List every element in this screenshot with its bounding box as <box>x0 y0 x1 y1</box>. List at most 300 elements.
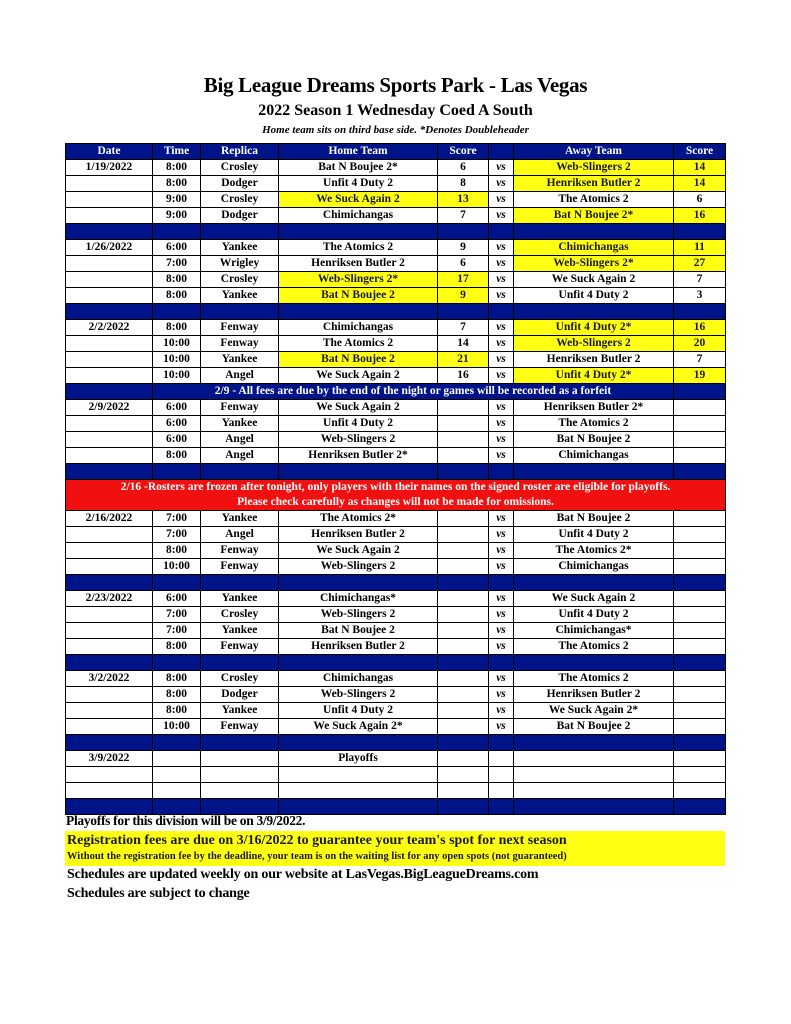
game-replica-field: Fenway <box>201 719 279 735</box>
away-score <box>674 687 726 703</box>
separator-cell <box>153 735 201 751</box>
game-row <box>66 336 726 352</box>
game-date <box>66 288 153 304</box>
separator-cell <box>201 575 279 591</box>
away-team: Henriksen Butler 2* <box>514 400 674 416</box>
game-date: 2/2/2022 <box>66 320 153 336</box>
home-team: The Atomics 2* <box>279 511 438 527</box>
home-team: Henriksen Butler 2 <box>279 527 438 543</box>
home-team: Web-Slingers 2 <box>279 607 438 623</box>
separator-cell <box>438 655 489 671</box>
separator-cell <box>153 224 201 240</box>
vs-label: vs <box>489 400 514 416</box>
game-time <box>153 783 201 799</box>
separator-cell <box>279 735 438 751</box>
home-score <box>438 751 489 767</box>
away-score <box>674 671 726 687</box>
home-team <box>279 767 438 783</box>
separator-cell <box>66 224 153 240</box>
game-time: 6:00 <box>153 400 201 416</box>
column-header-replica: Replica <box>201 144 279 160</box>
separator-cell <box>674 575 726 591</box>
home-score: 6 <box>438 256 489 272</box>
away-score <box>674 591 726 607</box>
vs-label: vs <box>489 448 514 464</box>
separator-cell <box>438 735 489 751</box>
home-score <box>438 607 489 623</box>
away-score <box>674 543 726 559</box>
table-header-row <box>66 144 726 160</box>
game-date: 3/9/2022 <box>66 751 153 767</box>
away-team: Unfit 4 Duty 2* <box>514 320 674 336</box>
game-row <box>66 320 726 336</box>
game-time: 7:00 <box>153 607 201 623</box>
home-score <box>438 543 489 559</box>
away-score: 11 <box>674 240 726 256</box>
separator-row <box>66 224 726 240</box>
vs-label: vs <box>489 256 514 272</box>
game-replica-field: Dodger <box>201 687 279 703</box>
home-team: The Atomics 2 <box>279 240 438 256</box>
column-header-time: Time <box>153 144 201 160</box>
separator-cell <box>279 575 438 591</box>
home-team: We Suck Again 2 <box>279 400 438 416</box>
away-score: 16 <box>674 320 726 336</box>
away-score <box>674 607 726 623</box>
game-replica-field <box>201 783 279 799</box>
game-row <box>66 448 726 464</box>
away-team: We Suck Again 2* <box>514 703 674 719</box>
away-score: 14 <box>674 176 726 192</box>
away-score: 20 <box>674 336 726 352</box>
game-row <box>66 783 726 799</box>
home-team: Chimichangas* <box>279 591 438 607</box>
schedule-table <box>65 143 726 815</box>
home-score: 9 <box>438 240 489 256</box>
separator-cell <box>674 304 726 320</box>
game-replica-field <box>201 751 279 767</box>
separator-cell <box>674 735 726 751</box>
game-date <box>66 607 153 623</box>
game-replica-field: Fenway <box>201 639 279 655</box>
away-team: The Atomics 2 <box>514 671 674 687</box>
game-replica-field: Fenway <box>201 543 279 559</box>
home-score <box>438 591 489 607</box>
separator-cell <box>489 304 514 320</box>
away-score <box>674 751 726 767</box>
separator-row <box>66 575 726 591</box>
away-team: Bat N Boujee 2 <box>514 432 674 448</box>
game-row <box>66 623 726 639</box>
separator-cell <box>489 655 514 671</box>
vs-label <box>489 783 514 799</box>
game-row <box>66 432 726 448</box>
away-team: Web-Slingers 2* <box>514 256 674 272</box>
game-row <box>66 256 726 272</box>
game-row <box>66 288 726 304</box>
away-score: 6 <box>674 192 726 208</box>
game-time: 8:00 <box>153 320 201 336</box>
game-time: 6:00 <box>153 416 201 432</box>
home-score: 8 <box>438 176 489 192</box>
separator-cell <box>489 735 514 751</box>
separator-cell <box>514 464 674 480</box>
vs-label: vs <box>489 511 514 527</box>
game-row <box>66 767 726 783</box>
separator-cell <box>153 575 201 591</box>
vs-label: vs <box>489 416 514 432</box>
game-date <box>66 208 153 224</box>
away-score: 19 <box>674 368 726 384</box>
page-title: Big League Dreams Sports Park - Las Vegas <box>203 73 588 97</box>
vs-label: vs <box>489 607 514 623</box>
game-row <box>66 639 726 655</box>
separator-cell <box>514 224 674 240</box>
vs-label: vs <box>489 288 514 304</box>
vs-label: vs <box>489 176 514 192</box>
home-score: 14 <box>438 336 489 352</box>
separator-row <box>66 655 726 671</box>
game-replica-field: Angel <box>201 527 279 543</box>
separator-cell <box>674 799 726 815</box>
separator-cell <box>489 224 514 240</box>
home-score <box>438 671 489 687</box>
game-row <box>66 527 726 543</box>
away-team: Unfit 4 Duty 2 <box>514 607 674 623</box>
away-team: Bat N Boujee 2 <box>514 511 674 527</box>
game-row <box>66 719 726 735</box>
vs-label: vs <box>489 543 514 559</box>
game-row <box>66 272 726 288</box>
disclaimer-note: Schedules are subject to change <box>67 886 250 901</box>
vs-label: vs <box>489 240 514 256</box>
home-team: Henriksen Butler 2 <box>279 639 438 655</box>
separator-cell <box>514 304 674 320</box>
away-score <box>674 559 726 575</box>
column-header-vs <box>489 144 514 160</box>
vs-label: vs <box>489 336 514 352</box>
away-score <box>674 511 726 527</box>
separator-row <box>66 304 726 320</box>
home-team: Bat N Boujee 2* <box>279 160 438 176</box>
game-row <box>66 543 726 559</box>
game-time: 10:00 <box>153 352 201 368</box>
game-time: 9:00 <box>153 208 201 224</box>
home-team: Unfit 4 Duty 2 <box>279 703 438 719</box>
home-score: 7 <box>438 320 489 336</box>
game-date <box>66 767 153 783</box>
game-replica-field: Fenway <box>201 336 279 352</box>
away-score <box>674 703 726 719</box>
game-date <box>66 416 153 432</box>
game-date <box>66 192 153 208</box>
away-team: Unfit 4 Duty 2 <box>514 527 674 543</box>
game-date <box>66 176 153 192</box>
game-time: 8:00 <box>153 639 201 655</box>
game-time <box>153 767 201 783</box>
away-team: We Suck Again 2 <box>514 272 674 288</box>
away-score: 14 <box>674 160 726 176</box>
home-team: Web-Slingers 2 <box>279 432 438 448</box>
away-team: Web-Slingers 2 <box>514 160 674 176</box>
game-time: 8:00 <box>153 160 201 176</box>
game-date <box>66 783 153 799</box>
vs-label: vs <box>489 368 514 384</box>
game-row <box>66 352 726 368</box>
game-replica-field: Yankee <box>201 511 279 527</box>
game-time: 8:00 <box>153 272 201 288</box>
separator-cell <box>438 304 489 320</box>
game-replica-field: Wrigley <box>201 256 279 272</box>
game-row <box>66 192 726 208</box>
separator-cell <box>514 735 674 751</box>
notice-text: 2/9 - All fees are due by the end of the night or games will be recorded as a forfeit <box>153 384 674 400</box>
separator-cell <box>201 464 279 480</box>
game-row <box>66 176 726 192</box>
game-replica-field: Crosley <box>201 671 279 687</box>
game-replica-field: Fenway <box>201 400 279 416</box>
game-time: 10:00 <box>153 336 201 352</box>
column-header-home-score: Score <box>438 144 489 160</box>
separator-cell <box>66 655 153 671</box>
separator-cell <box>66 735 153 751</box>
game-replica-field: Yankee <box>201 591 279 607</box>
vs-label: vs <box>489 703 514 719</box>
notice-row <box>66 384 726 400</box>
away-team: Henriksen Butler 2 <box>514 352 674 368</box>
away-score <box>674 432 726 448</box>
game-row <box>66 511 726 527</box>
game-time: 8:00 <box>153 288 201 304</box>
away-team: Chimichangas <box>514 559 674 575</box>
away-score <box>674 623 726 639</box>
game-date <box>66 432 153 448</box>
away-team: Chimichangas* <box>514 623 674 639</box>
vs-label: vs <box>489 623 514 639</box>
game-time: 9:00 <box>153 192 201 208</box>
away-team: Chimichangas <box>514 448 674 464</box>
home-team: We Suck Again 2 <box>279 192 438 208</box>
game-time: 6:00 <box>153 591 201 607</box>
game-replica-field: Angel <box>201 448 279 464</box>
separator-cell <box>674 464 726 480</box>
away-score <box>674 639 726 655</box>
game-row <box>66 607 726 623</box>
game-time: 8:00 <box>153 671 201 687</box>
game-replica-field: Yankee <box>201 288 279 304</box>
vs-label: vs <box>489 208 514 224</box>
away-score: 3 <box>674 288 726 304</box>
game-date <box>66 559 153 575</box>
game-replica-field: Fenway <box>201 320 279 336</box>
away-team: The Atomics 2 <box>514 192 674 208</box>
game-row <box>66 368 726 384</box>
alert-line-2: Please check carefully as changes will not be made for omissions. <box>237 496 554 508</box>
game-replica-field: Angel <box>201 368 279 384</box>
game-date <box>66 623 153 639</box>
vs-label: vs <box>489 671 514 687</box>
game-time: 8:00 <box>153 703 201 719</box>
away-team: Chimichangas <box>514 240 674 256</box>
home-score: 21 <box>438 352 489 368</box>
separator-cell <box>438 464 489 480</box>
away-team: Bat N Boujee 2 <box>514 719 674 735</box>
game-date: 1/19/2022 <box>66 160 153 176</box>
notice-blank-cell <box>66 384 153 400</box>
game-replica-field: Yankee <box>201 416 279 432</box>
vs-label: vs <box>489 272 514 288</box>
separator-cell <box>514 655 674 671</box>
game-time: 7:00 <box>153 511 201 527</box>
game-time: 8:00 <box>153 448 201 464</box>
away-score <box>674 783 726 799</box>
home-team: The Atomics 2 <box>279 336 438 352</box>
home-score <box>438 783 489 799</box>
home-team <box>279 783 438 799</box>
header-note: Home team sits on third base side. *Denotes Doubleheader <box>262 124 529 136</box>
home-score <box>438 623 489 639</box>
separator-cell <box>66 464 153 480</box>
game-time: 10:00 <box>153 368 201 384</box>
vs-label: vs <box>489 559 514 575</box>
home-team: We Suck Again 2 <box>279 368 438 384</box>
home-team: Playoffs <box>279 751 438 767</box>
home-team: Bat N Boujee 2 <box>279 288 438 304</box>
game-date <box>66 352 153 368</box>
home-team: Chimichangas <box>279 320 438 336</box>
game-time: 6:00 <box>153 432 201 448</box>
separator-cell <box>674 224 726 240</box>
separator-cell <box>201 304 279 320</box>
vs-label: vs <box>489 527 514 543</box>
game-replica-field: Crosley <box>201 607 279 623</box>
game-date <box>66 543 153 559</box>
separator-cell <box>201 735 279 751</box>
vs-label: vs <box>489 192 514 208</box>
game-date <box>66 639 153 655</box>
vs-label: vs <box>489 591 514 607</box>
vs-label: vs <box>489 687 514 703</box>
home-score <box>438 703 489 719</box>
away-team: The Atomics 2* <box>514 543 674 559</box>
notice-blank-cell <box>674 384 726 400</box>
home-score: 13 <box>438 192 489 208</box>
game-replica-field: Dodger <box>201 176 279 192</box>
game-date <box>66 448 153 464</box>
column-header-away-score: Score <box>674 144 726 160</box>
vs-label: vs <box>489 320 514 336</box>
game-replica-field: Yankee <box>201 240 279 256</box>
separator-cell <box>279 224 438 240</box>
game-date <box>66 272 153 288</box>
away-team: Unfit 4 Duty 2 <box>514 288 674 304</box>
away-score: 16 <box>674 208 726 224</box>
separator-cell <box>489 575 514 591</box>
home-score: 6 <box>438 160 489 176</box>
separator-cell <box>66 575 153 591</box>
home-score <box>438 559 489 575</box>
playoffs-note: Playoffs for this division will be on 3/9/2022. <box>66 813 306 828</box>
separator-cell <box>153 655 201 671</box>
separator-cell <box>153 304 201 320</box>
separator-cell <box>489 464 514 480</box>
game-date <box>66 687 153 703</box>
game-row <box>66 671 726 687</box>
separator-cell <box>153 464 201 480</box>
game-row <box>66 416 726 432</box>
game-date: 1/26/2022 <box>66 240 153 256</box>
home-team: Web-Slingers 2 <box>279 559 438 575</box>
vs-label <box>489 751 514 767</box>
game-time: 6:00 <box>153 240 201 256</box>
away-score <box>674 719 726 735</box>
column-header-away-team: Away Team <box>514 144 674 160</box>
game-date: 2/16/2022 <box>66 511 153 527</box>
home-team: Bat N Boujee 2 <box>279 352 438 368</box>
home-team: Chimichangas <box>279 208 438 224</box>
separator-cell <box>201 655 279 671</box>
game-replica-field: Yankee <box>201 623 279 639</box>
away-team <box>514 751 674 767</box>
home-score <box>438 639 489 655</box>
separator-cell <box>438 224 489 240</box>
game-time <box>153 751 201 767</box>
away-score <box>674 416 726 432</box>
game-row <box>66 559 726 575</box>
home-score <box>438 767 489 783</box>
game-date <box>66 703 153 719</box>
away-team: Web-Slingers 2 <box>514 336 674 352</box>
vs-label: vs <box>489 719 514 735</box>
game-time: 8:00 <box>153 543 201 559</box>
website-note: Schedules are updated weekly on our website at LasVegas.BigLeagueDreams.com <box>67 867 539 882</box>
game-date <box>66 256 153 272</box>
home-score <box>438 719 489 735</box>
home-team: Web-Slingers 2 <box>279 687 438 703</box>
game-time: 7:00 <box>153 527 201 543</box>
alert-row <box>66 480 726 511</box>
game-replica-field: Dodger <box>201 208 279 224</box>
away-score <box>674 767 726 783</box>
separator-cell <box>201 224 279 240</box>
separator-cell <box>438 575 489 591</box>
away-score: 7 <box>674 352 726 368</box>
home-team: We Suck Again 2* <box>279 719 438 735</box>
game-date: 3/2/2022 <box>66 671 153 687</box>
page-subtitle: 2022 Season 1 Wednesday Coed A South <box>258 102 533 119</box>
game-row <box>66 591 726 607</box>
home-score: 9 <box>438 288 489 304</box>
game-replica-field: Crosley <box>201 192 279 208</box>
game-date <box>66 719 153 735</box>
separator-row <box>66 735 726 751</box>
home-team: We Suck Again 2 <box>279 543 438 559</box>
vs-label: vs <box>489 160 514 176</box>
home-score <box>438 432 489 448</box>
game-time: 8:00 <box>153 176 201 192</box>
separator-cell <box>514 575 674 591</box>
game-replica-field: Yankee <box>201 703 279 719</box>
column-header-date: Date <box>66 144 153 160</box>
vs-label: vs <box>489 432 514 448</box>
home-score: 7 <box>438 208 489 224</box>
vs-label <box>489 767 514 783</box>
away-score: 27 <box>674 256 726 272</box>
separator-cell <box>279 464 438 480</box>
away-team: Unfit 4 Duty 2* <box>514 368 674 384</box>
game-row <box>66 208 726 224</box>
game-row <box>66 687 726 703</box>
